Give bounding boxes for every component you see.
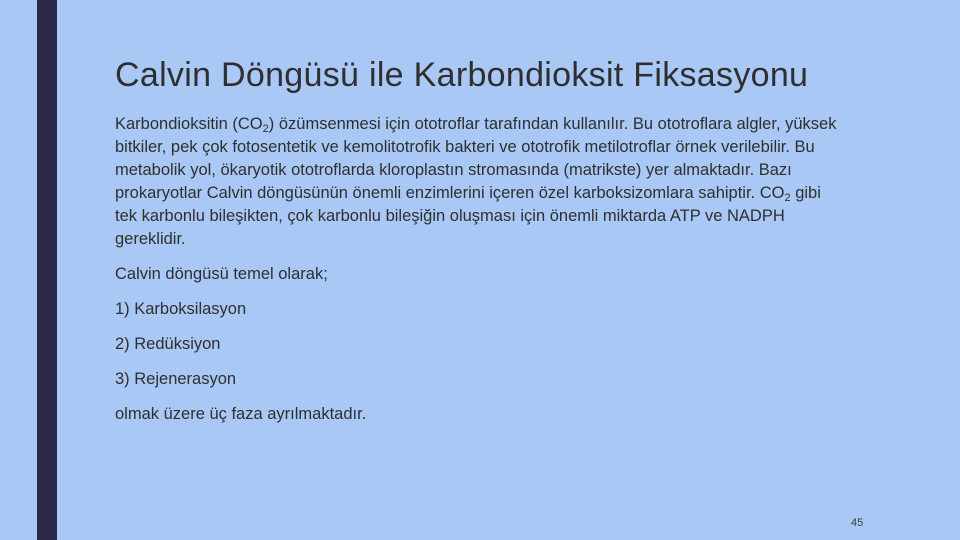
page-number: 45 — [851, 517, 864, 529]
closing-paragraph: olmak üzere üç faza ayrılmaktadır. — [115, 405, 367, 423]
phase-item-2: 2) Redüksiyon — [115, 335, 221, 353]
slide-body — [115, 113, 845, 438]
side-accent-bar — [37, 0, 57, 540]
intro-subscript-2: 2 — [784, 192, 791, 204]
intro-text-3: gibi tek karbonlu bileşikten, çok karbonlu bileşiğin oluşması için önemli miktarda ATP ve NADPH gereklidir. — [115, 184, 821, 248]
intro-text-1: Karbondioksitin (CO — [115, 115, 263, 133]
intro-text-2: ) özümsenmesi için ototroflar tarafından kullanılır. Bu ototroflara algler, yüksek bitkiler, pek çok fotosentetik ve kemolitotrofik bakteri ve ototrofik metilotroflar örnek verilebilir. Bu metabolik yol, ökaryotik ototroflarda kloroplastın stromasında (matrikste) yer almaktadır. Bazı prokaryotlar Calvin döngüsünün önemli enzimlerini içeren özel karboksizomlara sahiptir. CO — [115, 115, 837, 202]
phase-item-1: 1) Karboksilasyon — [115, 300, 247, 318]
intro-paragraph — [115, 113, 845, 251]
slide-title: Calvin Döngüsü ile Karbondioksit Fiksasyonu — [115, 56, 809, 94]
intro-subscript-1: 2 — [262, 123, 269, 135]
phase-item-3: 3) Rejenerasyon — [115, 370, 237, 388]
lead-paragraph: Calvin döngüsü temel olarak; — [115, 265, 328, 283]
